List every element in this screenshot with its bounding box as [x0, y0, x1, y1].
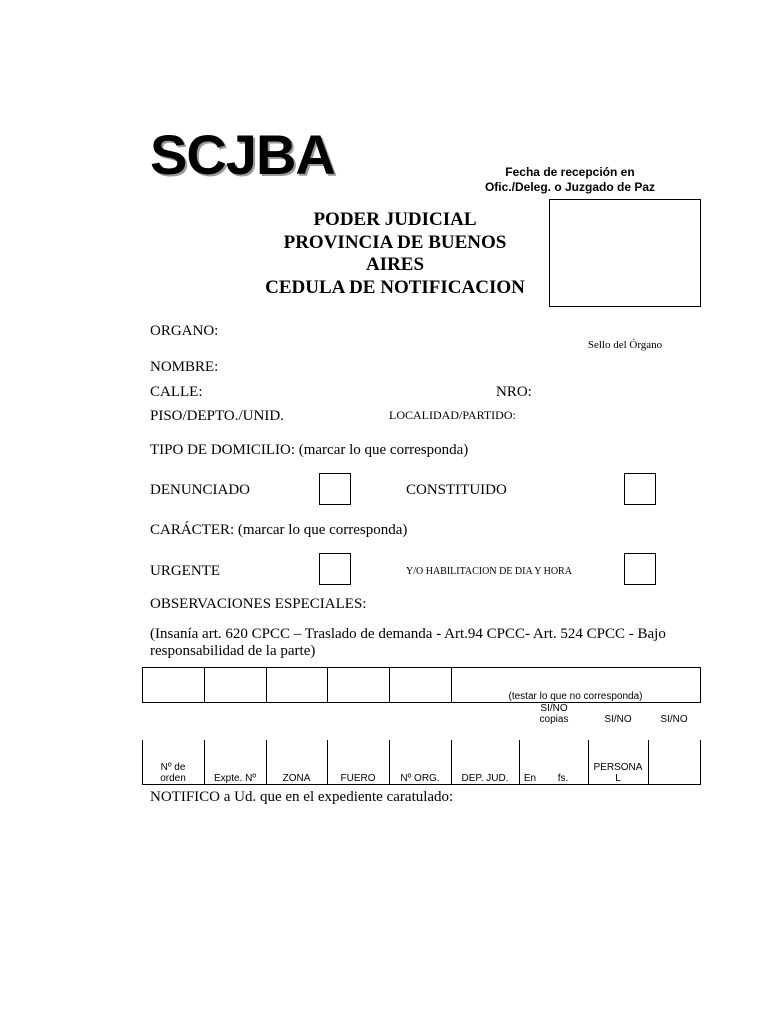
document-title: [240, 209, 550, 299]
stamp-label: Sello del Órgano: [587, 339, 663, 351]
col-fuero: FUERO: [340, 773, 376, 784]
table-vline: [266, 667, 267, 703]
table-bottom-border: [142, 784, 701, 785]
calle-label: CALLE:: [150, 384, 203, 400]
habilitacion-checkbox[interactable]: [624, 553, 656, 585]
scjba-logo: SCJBA: [150, 123, 335, 186]
nombre-label: NOMBRE:: [150, 359, 219, 375]
nro-label: NRO:: [496, 384, 532, 400]
caracter-title: CARÁCTER: (marcar lo que corresponda): [150, 522, 408, 538]
notifico-text: NOTIFICO a Ud. que en el expediente caratulado:: [150, 789, 454, 805]
organo-label: ORGANO:: [150, 323, 219, 339]
denunciado-checkbox[interactable]: [319, 473, 351, 505]
title-line-2: PROVINCIA DE BUENOS: [283, 231, 507, 253]
localidad-label: LOCALIDAD/PARTIDO:: [389, 408, 516, 422]
constituido-checkbox[interactable]: [624, 473, 656, 505]
sino-header-a: SI/NO: [604, 714, 632, 725]
table-vline: [327, 667, 328, 703]
table-vline: [700, 667, 701, 703]
table-vline: [648, 740, 649, 784]
urgente-label: URGENTE: [150, 563, 220, 579]
col-personal: [588, 762, 648, 784]
table-upper-row-bottom: [142, 702, 701, 703]
col-orden: [142, 762, 204, 784]
sino-copias-header: [520, 703, 588, 725]
col-orden-line-2: orden: [160, 773, 186, 784]
sino-copias-line-2: copias: [539, 714, 569, 725]
col-personal-line-1: PERSONA: [593, 762, 643, 773]
col-en: En: [523, 773, 537, 784]
title-line-1: PODER JUDICIAL: [313, 209, 477, 230]
title-line-3: AIRES: [365, 254, 425, 275]
urgente-checkbox[interactable]: [319, 553, 351, 585]
sino-copias-line-1: SI/NO: [540, 703, 568, 714]
col-expte: Expte. Nº: [213, 773, 256, 784]
col-zona: ZONA: [282, 773, 311, 784]
col-org: Nº ORG.: [400, 773, 440, 784]
col-fs: fs.: [557, 773, 569, 784]
reception-line-1: Fecha de recepción en: [505, 165, 635, 179]
table-note: (testar lo que no corresponda): [508, 691, 643, 702]
constituido-label: CONSTITUIDO: [406, 482, 507, 498]
stamp-box[interactable]: [549, 199, 701, 307]
col-dep-jud: DEP. JUD.: [461, 773, 509, 784]
title-line-4: CEDULA DE NOTIFICACION: [265, 276, 525, 298]
sino-header-b: SI/NO: [660, 714, 688, 725]
table-top-border: [142, 667, 701, 668]
reception-date-label: [470, 165, 670, 195]
domicilio-title: TIPO DE DOMICILIO: (marcar lo que corresponda): [150, 442, 469, 458]
table-vline: [389, 667, 390, 703]
col-orden-line-1: Nº de: [160, 762, 186, 773]
table-vline: [700, 740, 701, 784]
habilitacion-label: Y/O HABILITACION DE DIA Y HORA: [406, 566, 572, 577]
table-vline: [142, 667, 143, 703]
table-vline: [204, 667, 205, 703]
col-personal-line-2: L: [615, 773, 621, 784]
piso-label: PISO/DEPTO./UNID.: [150, 408, 284, 424]
reception-line-2: Ofic./Deleg. o Juzgado de Paz: [484, 180, 656, 194]
denunciado-label: DENUNCIADO: [150, 482, 250, 498]
observaciones-text: (Insanía art. 620 CPCC – Traslado de demanda - Art.94 CPCC- Art. 524 CPCC - Bajo responsabilidad de la parte): [150, 626, 666, 659]
observaciones-title: OBSERVACIONES ESPECIALES:: [150, 596, 367, 612]
